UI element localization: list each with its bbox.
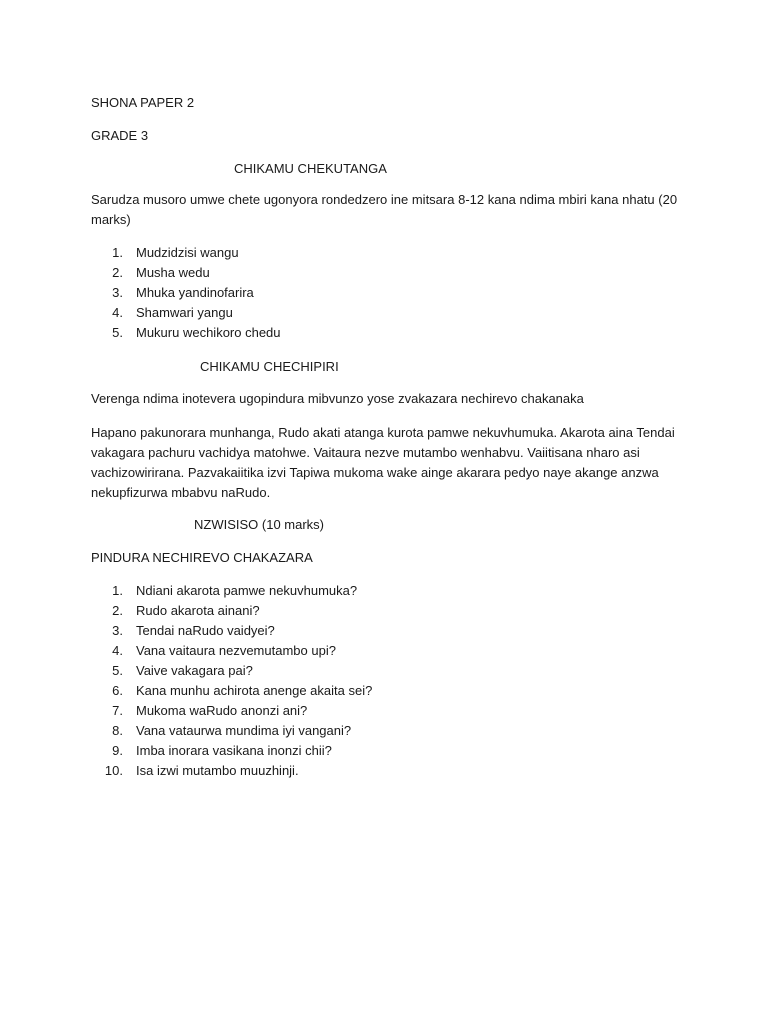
list-item: 3. Tendai naRudo vaidyei?	[112, 623, 275, 638]
section3-heading: NZWISISO (10 marks)	[194, 517, 325, 532]
section1-heading: CHIKAMU CHEKUTANGA	[234, 161, 387, 176]
question-list	[91, 581, 372, 781]
list-item: 2. Rudo akarota ainani?	[112, 603, 260, 618]
reading-passage: Hapano pakunorara munhanga, Rudo akati atanga kurota pamwe nekuvhumuka. Akarota aina Tendai vakagara pachuru vachidya matohwe. Vaitaura nezve mutambo wenhabvu. Vaiitisana nharo asi vachizowirirana. Pazvakaiitika izvi Tapiwa mukoma wake ainge akarara pedyo naye akange anzwa nekupfizurwa mbabvu naRudo.	[91, 425, 675, 500]
grade-label: GRADE 3	[91, 128, 149, 143]
list-item: 1. Mudzidzisi wangu	[112, 245, 239, 260]
section1-instruction: Sarudza musoro umwe chete ugonyora rondedzero ine mitsara 8-12 kana ndima mbiri kana nhatu (20 marks)	[91, 192, 678, 227]
list-item: 9. Imba inorara vasikana inonzi chii?	[112, 743, 332, 758]
paper-title: SHONA PAPER 2	[91, 95, 195, 110]
list-item: 5. Vaive vakagara pai?	[112, 663, 253, 678]
list-item: 6. Kana munhu achirota anenge akaita sei?	[112, 683, 373, 698]
section2-instruction: Verenga ndima inotevera ugopindura mibvunzo yose zvakazara nechirevo chakanaka	[91, 391, 584, 406]
list-item: 3. Mhuka yandinofarira	[112, 285, 254, 300]
topic-list	[91, 243, 281, 343]
list-item: 8. Vana vataurwa mundima iyi vangani?	[112, 723, 352, 738]
list-item: 1. Ndiani akarota pamwe nekuvhumuka?	[112, 583, 358, 598]
section3-instruction: PINDURA NECHIREVO CHAKAZARA	[91, 550, 313, 565]
list-item: 10. Isa izwi mutambo muuzhinji.	[104, 763, 299, 778]
list-item: 7. Mukoma waRudo anonzi ani?	[112, 703, 308, 718]
list-item: 4. Vana vaitaura nezvemutambo upi?	[112, 643, 336, 658]
list-item: 5. Mukuru wechikoro chedu	[112, 325, 281, 340]
section2-heading: CHIKAMU CHECHIPIRI	[200, 359, 339, 374]
list-item: 2. Musha wedu	[112, 265, 210, 280]
list-item: 4. Shamwari yangu	[112, 305, 233, 320]
